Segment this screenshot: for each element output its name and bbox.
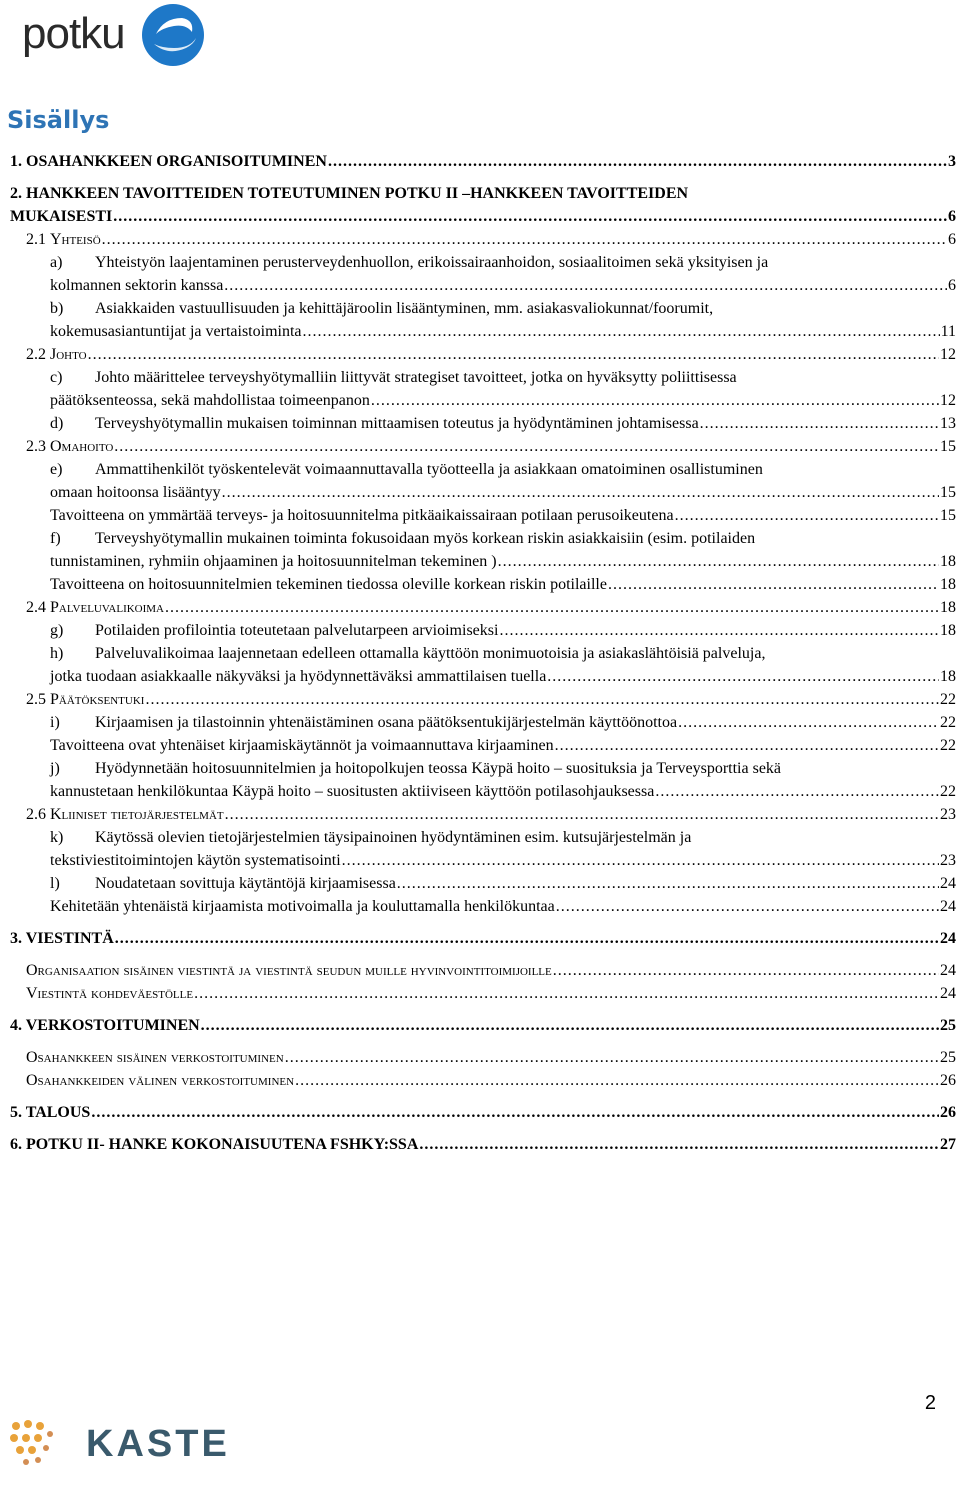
toc-entry-title-cont: MUKAISESTI (10, 208, 113, 225)
toc-entry-title: Yhteisö (50, 231, 101, 248)
toc-entry-page: 11 (940, 323, 956, 340)
toc-entry-page: 25 (940, 1049, 956, 1066)
toc-entry-2[interactable] (10, 182, 956, 228)
toc-entry-1[interactable] (10, 150, 956, 173)
toc-entry-title: Kehitetään yhtenäistä kirjaamista motivoimalla ja kouluttamalla henkilökuntaa (50, 898, 555, 915)
toc-entry-page: 22 (940, 737, 956, 754)
toc-dot-leader (498, 550, 939, 573)
toc-entry-page: 15 (940, 484, 956, 501)
toc-entry-title: Terveyshyötymallin mukaisen toiminnan mittaamisen toteutus ja hyödyntäminen johtamisessa (95, 415, 699, 432)
toc-entry-j[interactable] (10, 757, 956, 803)
toc-entry-f[interactable] (10, 527, 956, 573)
toc-entry-marker: i) (50, 714, 60, 731)
potku-logo (22, 4, 192, 64)
toc-entry-title: Viestintä kohdeväestölle (26, 985, 194, 1002)
toc-entry-title: 1. OSAHANKKEEN ORGANISOITUMINEN (10, 153, 327, 170)
toc-entry-d[interactable] (10, 412, 956, 435)
toc-entry-title: Palveluvalikoima (50, 599, 165, 616)
toc-entry-page: 6 (948, 231, 956, 248)
toc-entry-5[interactable] (10, 1101, 956, 1124)
toc-entry-page: 12 (940, 346, 956, 363)
toc-entry-title: Johto määrittelee terveyshyötymalliin liittyvät strategiset tavoitteet, jotka on hyväksytty poliittisessa (95, 369, 737, 386)
toc-entry-3-1[interactable] (10, 959, 956, 982)
toc-dot-leader (655, 780, 939, 803)
toc-entry-page: 3 (948, 153, 956, 170)
toc-entry-page: 22 (940, 714, 956, 731)
toc-entry-page: 26 (940, 1104, 956, 1121)
kaste-logo-wordmark: KASTE (86, 1423, 230, 1465)
toc-entry-goal-3[interactable] (10, 734, 956, 757)
potku-logo-circle (142, 4, 204, 66)
toc-entry-goal-2[interactable] (10, 573, 956, 596)
toc-entry-page: 18 (940, 599, 956, 616)
toc-entry-number: 2.3 (26, 438, 46, 455)
toc-entry-page: 24 (940, 985, 956, 1002)
toc-entry-2-1[interactable] (10, 228, 956, 251)
toc-entry-4-1[interactable] (10, 1046, 956, 1069)
toc-entry-page: 6 (948, 208, 956, 225)
toc-entry-4-2[interactable] (10, 1069, 956, 1092)
toc-entry-page: 15 (940, 507, 956, 524)
toc-entry-c[interactable] (10, 366, 956, 412)
toc-entry-title: Tavoitteena on hoitosuunnitelmien tekeminen tiedossa oleville korkean riskin potilaille (50, 576, 607, 593)
toc-entry-number: 2.5 (26, 691, 46, 708)
toc-entry-marker: j) (50, 760, 60, 777)
toc-entry-title-cont: päätöksenteossa, sekä mahdollistaa toimeenpanon (50, 392, 370, 409)
toc-entry-g[interactable] (10, 619, 956, 642)
toc-dot-leader (303, 320, 940, 343)
toc-entry-page: 6 (948, 277, 956, 294)
toc-entry-title: Osahankkeen sisäinen verkostoituminen (26, 1049, 284, 1066)
potku-logo-swoosh-icon (142, 4, 204, 66)
toc-dot-leader (114, 435, 939, 458)
toc-entry-title: Potilaiden profilointia toteutetaan palvelutarpeen arvioimiseksi (95, 622, 499, 639)
toc-entry-page: 13 (940, 415, 956, 432)
toc-entry-title: Kirjaamisen ja tilastoinnin yhtenäistäminen osana päätöksentukijärjestelmän käyttöönottoa (95, 714, 678, 731)
toc-dot-leader (201, 1014, 939, 1037)
toc-entry-title: 2. HANKKEEN TAVOITTEIDEN TOTEUTUMINEN POTKU II –HANKKEEN TAVOITTEIDEN (10, 185, 689, 202)
toc-entry-title: Ammattihenkilöt työskentelevät voimaannuttavalla työotteella ja asiakkaan omatoiminen osallistuminen (95, 461, 763, 478)
toc-dot-leader (328, 150, 947, 173)
toc-dot-leader (675, 504, 939, 527)
toc-entry-title: Organisaation sisäinen viestintä ja viestintä seudun muille hyvinvointitoimijoille (26, 962, 552, 979)
toc-entry-page: 22 (940, 691, 956, 708)
toc-dot-leader (555, 734, 939, 757)
kaste-logo (6, 1416, 230, 1472)
toc-entry-title: Kliiniset tietojärjestelmät (50, 806, 224, 823)
toc-entry-page: 24 (940, 875, 956, 892)
table-of-contents (10, 150, 956, 1156)
toc-dot-leader (113, 205, 947, 228)
toc-entry-title: Hyödynnetään hoitosuunnitelmien ja hoitopolkujen teossa Käypä hoito – suosituksia ja Terveysporttia sekä (95, 760, 782, 777)
toc-entry-title: 3. VIESTINTÄ (10, 930, 114, 947)
toc-entry-2-6[interactable] (10, 803, 956, 826)
toc-entry-number: 2.1 (26, 231, 46, 248)
toc-entry-title-cont: kannustetaan henkilökuntaa Käypä hoito – suositusten aktiiviseen käyttöön potilasohjauksessa (50, 783, 655, 800)
toc-entry-marker: d) (50, 415, 64, 432)
toc-dot-leader (553, 959, 939, 982)
toc-dot-leader (91, 1101, 939, 1124)
toc-entry-marker: k) (50, 829, 64, 846)
toc-entry-title: Omahoito (50, 438, 114, 455)
toc-entry-2-5[interactable] (10, 688, 956, 711)
toc-entry-number: 2.2 (26, 346, 46, 363)
toc-dot-leader (222, 481, 939, 504)
toc-entry-title: 6. POTKU II- HANKE KOKONAISUUTENA FSHKY:SSA (10, 1136, 419, 1153)
toc-dot-leader (115, 927, 939, 950)
toc-entry-title-cont: jotka tuodaan asiakkaalle näkyväksi ja hyödynnettäväksi ammattilaisen tuella (50, 668, 547, 685)
toc-dot-leader (371, 389, 939, 412)
toc-entry-page: 18 (940, 553, 956, 570)
toc-entry-page: 12 (940, 392, 956, 409)
toc-entry-2-2[interactable] (10, 343, 956, 366)
toc-entry-title-cont: tunnistaminen, ryhmiin ohjaaminen ja hoitosuunnitelman tekeminen ) (50, 553, 497, 570)
toc-dot-leader (285, 1046, 939, 1069)
toc-dot-leader (547, 665, 939, 688)
toc-entry-marker: l) (50, 875, 60, 892)
toc-entry-marker: e) (50, 461, 63, 478)
toc-dot-leader (224, 274, 947, 297)
toc-entry-2-3[interactable] (10, 435, 956, 458)
toc-dot-leader (295, 1069, 939, 1092)
toc-dot-leader (102, 228, 947, 251)
toc-entry-title-cont: omaan hoitoonsa lisääntyy (50, 484, 221, 501)
toc-dot-leader (194, 982, 939, 1005)
toc-entry-number: 2.4 (26, 599, 46, 616)
toc-entry-title: Terveyshyötymallin mukainen toiminta fokusoidaan myös korkean riskin asiakkaisiin (esim. potilaiden (95, 530, 756, 547)
toc-dot-leader (225, 803, 939, 826)
toc-entry-k[interactable] (10, 826, 956, 872)
toc-entry-goal-1[interactable] (10, 504, 956, 527)
kaste-logo-mark-icon (6, 1416, 78, 1472)
toc-entry-marker: b) (50, 300, 64, 317)
toc-entry-marker: g) (50, 622, 64, 639)
toc-entry-title: Noudatetaan sovittuja käytäntöjä kirjaamisessa (95, 875, 396, 892)
toc-entry-page: 22 (940, 783, 956, 800)
toc-entry-e[interactable] (10, 458, 956, 504)
toc-entry-title: Yhteistyön laajentaminen perusterveydenhuollon, erikoissairaanhoidon, sosiaalitoimen sekä yksityisen ja (95, 254, 769, 271)
toc-entry-title: 5. TALOUS (10, 1104, 91, 1121)
toc-entry-b[interactable] (10, 297, 956, 343)
toc-entry-title: Tavoitteena on ymmärtää terveys- ja hoitosuunnitelma pitkäaikaissairaan potilaan perusoikeutena (50, 507, 674, 524)
toc-entry-title: Päätöksentuki (50, 691, 145, 708)
toc-dot-leader (556, 895, 939, 918)
toc-dot-leader (88, 343, 939, 366)
toc-entry-page: 18 (940, 576, 956, 593)
toc-entry-title: Johto (50, 346, 87, 363)
toc-dot-leader (678, 711, 939, 734)
toc-dot-leader (342, 849, 939, 872)
toc-dot-leader (165, 596, 939, 619)
toc-entry-title: Tavoitteena ovat yhtenäiset kirjaamiskäytännöt ja voimaannuttava kirjaaminen (50, 737, 554, 754)
toc-entry-2-4[interactable] (10, 596, 956, 619)
toc-title: Sisällys (7, 106, 110, 134)
toc-entry-page: 24 (940, 898, 956, 915)
toc-entry-a[interactable] (10, 251, 956, 297)
toc-entry-page: 26 (940, 1072, 956, 1089)
toc-entry-page: 24 (940, 962, 956, 979)
toc-entry-title: Asiakkaiden vastuullisuuden ja kehittäjäroolin lisääntyminen, mm. asiakasvaliokunnat/foorumit, (95, 300, 714, 317)
toc-entry-marker: a) (50, 254, 63, 271)
toc-entry-h[interactable] (10, 642, 956, 688)
toc-entry-page: 23 (940, 806, 956, 823)
toc-entry-title: 4. VERKOSTOITUMINEN (10, 1017, 200, 1034)
toc-dot-leader (608, 573, 939, 596)
toc-entry-title: Palveluvalikoimaa laajennetaan edelleen ottamalla käyttöön monimuotoisia ja asiakaslähtöisiä palveluja, (95, 645, 766, 662)
toc-entry-title-cont: kokemusasiantuntijat ja vertaistoiminta (50, 323, 302, 340)
toc-entry-page: 18 (940, 622, 956, 639)
toc-entry-6[interactable] (10, 1133, 956, 1156)
toc-entry-3-2[interactable] (10, 982, 956, 1005)
toc-entry-marker: f) (50, 530, 61, 547)
potku-logo-wordmark: potku (22, 9, 125, 58)
toc-entry-title-cont: kolmannen sektorin kanssa (50, 277, 224, 294)
toc-entry-page: 23 (940, 852, 956, 869)
toc-entry-4[interactable] (10, 1014, 956, 1037)
toc-dot-leader (397, 872, 939, 895)
toc-entry-3[interactable] (10, 927, 956, 950)
toc-entry-number: 2.6 (26, 806, 46, 823)
toc-entry-page: 15 (940, 438, 956, 455)
toc-dot-leader (499, 619, 939, 642)
toc-entry-page: 18 (940, 668, 956, 685)
toc-entry-goal-4[interactable] (10, 895, 956, 918)
toc-dot-leader (700, 412, 939, 435)
toc-dot-leader (145, 688, 939, 711)
toc-entry-i[interactable] (10, 711, 956, 734)
toc-entry-title-cont: tekstiviestitoimintojen käytön systematisointi (50, 852, 341, 869)
toc-entry-title: Osahankkeiden välinen verkostoituminen (26, 1072, 295, 1089)
page-number: 2 (924, 1392, 936, 1414)
toc-entry-marker: h) (50, 645, 64, 662)
toc-entry-marker: c) (50, 369, 63, 386)
toc-entry-page: 27 (940, 1136, 956, 1153)
toc-entry-page: 25 (940, 1017, 956, 1034)
toc-entry-page: 24 (940, 930, 956, 947)
toc-entry-l[interactable] (10, 872, 956, 895)
toc-dot-leader (419, 1133, 939, 1156)
toc-entry-title: Käytössä olevien tietojärjestelmien täysipainoinen hyödyntäminen esim. kutsujärjestelmän ja (95, 829, 692, 846)
